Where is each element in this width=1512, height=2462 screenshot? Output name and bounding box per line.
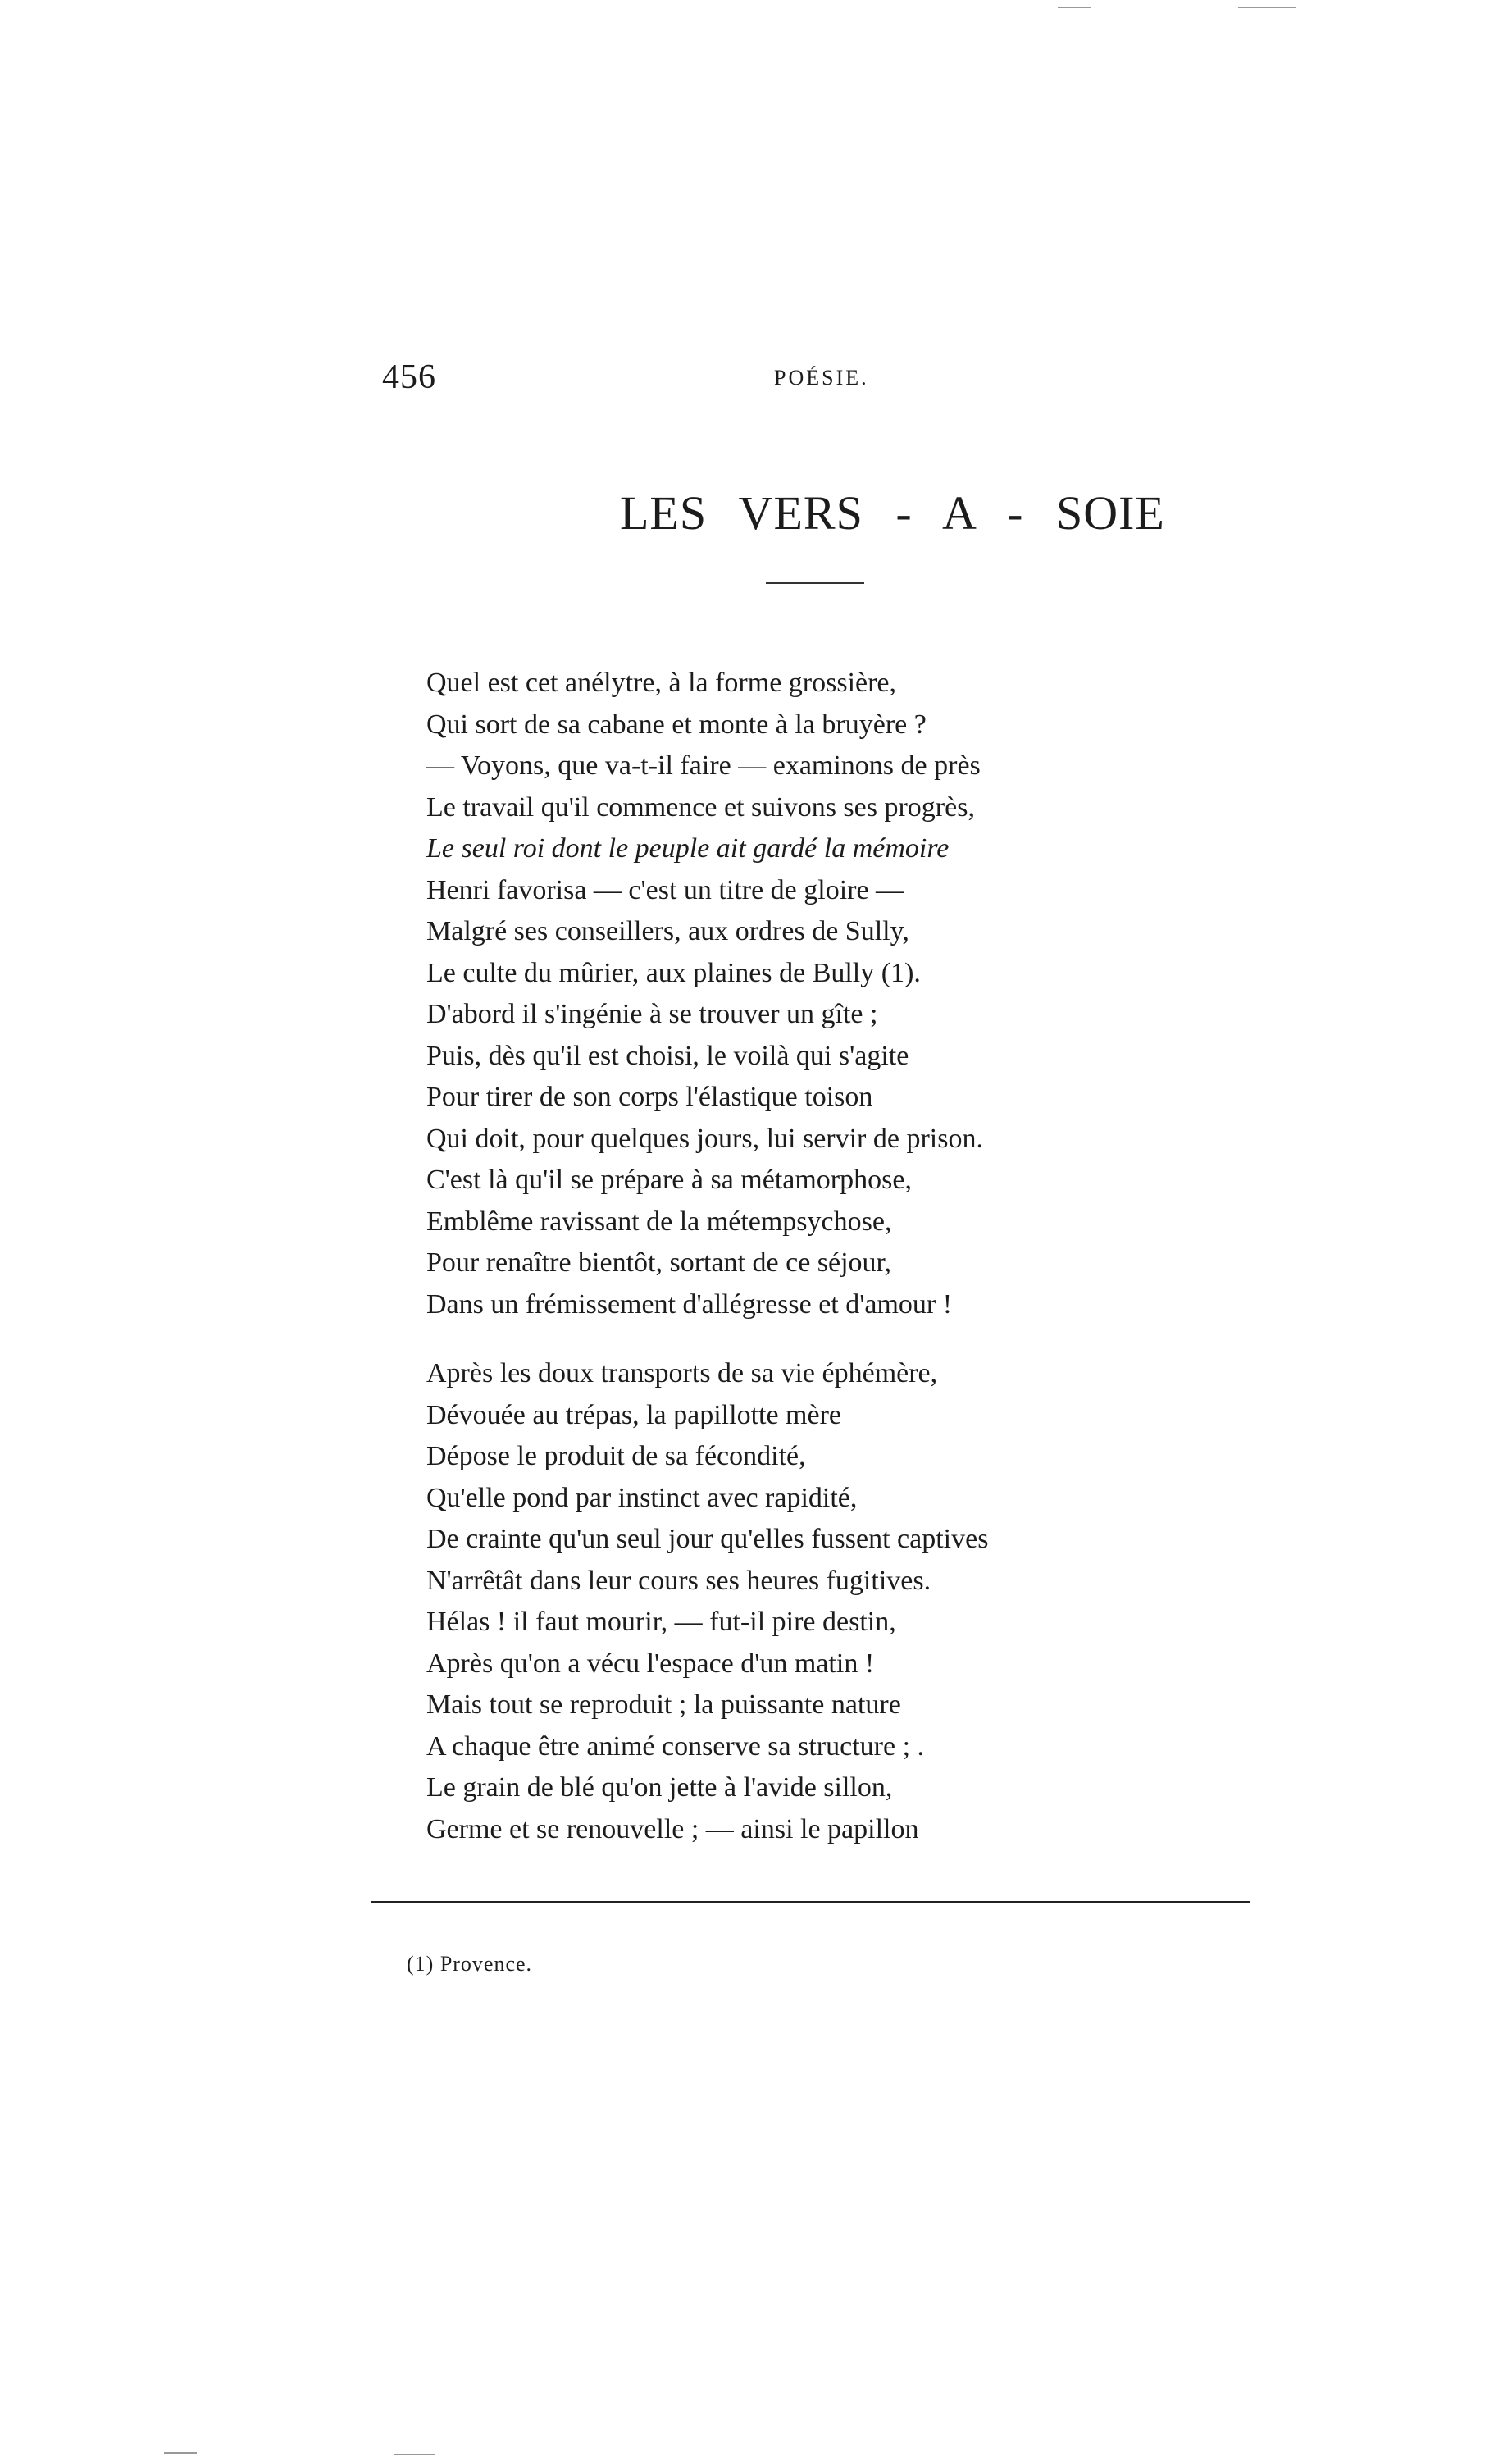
scan-speck [164, 2452, 197, 2454]
verse-line: Emblême ravissant de la métempsychose, [426, 1206, 892, 1237]
verse-line: Pour tirer de son corps l'élastique toison [426, 1082, 873, 1112]
verse-line: Mais tout se reproduit ; la puissante nature [426, 1689, 901, 1720]
scan-speck [1238, 7, 1296, 8]
verse-line: Puis, dès qu'il est choisi, le voilà qui s'agite [426, 1040, 909, 1071]
verse-line: De crainte qu'un seul jour qu'elles fussent captives [426, 1524, 989, 1554]
verse-line: Le grain de blé qu'on jette à l'avide sillon, [426, 1772, 893, 1803]
verse-line: Pour renaître bientôt, sortant de ce séjour, [426, 1247, 892, 1278]
poem-title: LES VERS - A - SOIE [620, 486, 1165, 540]
verse-line: C'est là qu'il se prépare à sa métamorphose, [426, 1165, 912, 1195]
footnote: (1) Provence. [407, 1952, 533, 1976]
verse-line: Dans un frémissement d'allégresse et d'amour ! [426, 1288, 953, 1320]
scan-speck [1058, 7, 1091, 8]
verse-line: A chaque être animé conserve sa structure ; . [426, 1730, 925, 1762]
stanza-2 [426, 1353, 988, 1850]
page-number: 456 [382, 358, 436, 396]
verse-line: Quel est cet anélytre, à la forme grossière, [426, 668, 897, 698]
verse-line: N'arrêtât dans leur cours ses heures fugitives. [426, 1565, 931, 1596]
verse-line: Qu'elle pond par instinct avec rapidité, [426, 1482, 858, 1513]
verse-line: Le travail qu'il commence et suivons ses progrès, [426, 791, 975, 823]
title-rule [766, 582, 864, 584]
verse-line: Henri favorisa — c'est un titre de gloire — [426, 874, 904, 905]
verse-line: Après qu'on a vécu l'espace d'un matin ! [426, 1648, 875, 1679]
verse-line: Le seul roi dont le peuple ait gardé la mémoire [426, 833, 950, 864]
footnote-rule [371, 1901, 1250, 1903]
verse-line: Dépose le produit de sa fécondité, [426, 1441, 806, 1471]
stanza-1 [426, 663, 983, 1325]
verse-line: Malgré ses conseillers, aux ordres de Sully, [426, 916, 909, 946]
verse-line: — Voyons, que va-t-il faire — examinons de près [426, 750, 981, 781]
verse-line: Qui doit, pour quelques jours, lui servir de prison. [426, 1123, 983, 1154]
verse-line: D'abord il s'ingénie à se trouver un gîte ; [426, 999, 878, 1029]
running-head: POÉSIE. [774, 366, 869, 390]
verse-line: Hélas ! il faut mourir, — fut-il pire destin, [426, 1607, 896, 1637]
verse-line: Le culte du mûrier, aux plaines de Bully (1). [426, 957, 921, 988]
verse-line: Germe et se renouvelle ; — ainsi le papillon [426, 1813, 919, 1844]
verse-line: Qui sort de sa cabane et monte à la bruyère ? [426, 709, 927, 740]
scan-speck [394, 2454, 435, 2455]
verse-line: Dévouée au trépas, la papillotte mère [426, 1399, 841, 1430]
verse-line: Après les doux transports de sa vie éphémère, [426, 1358, 938, 1388]
